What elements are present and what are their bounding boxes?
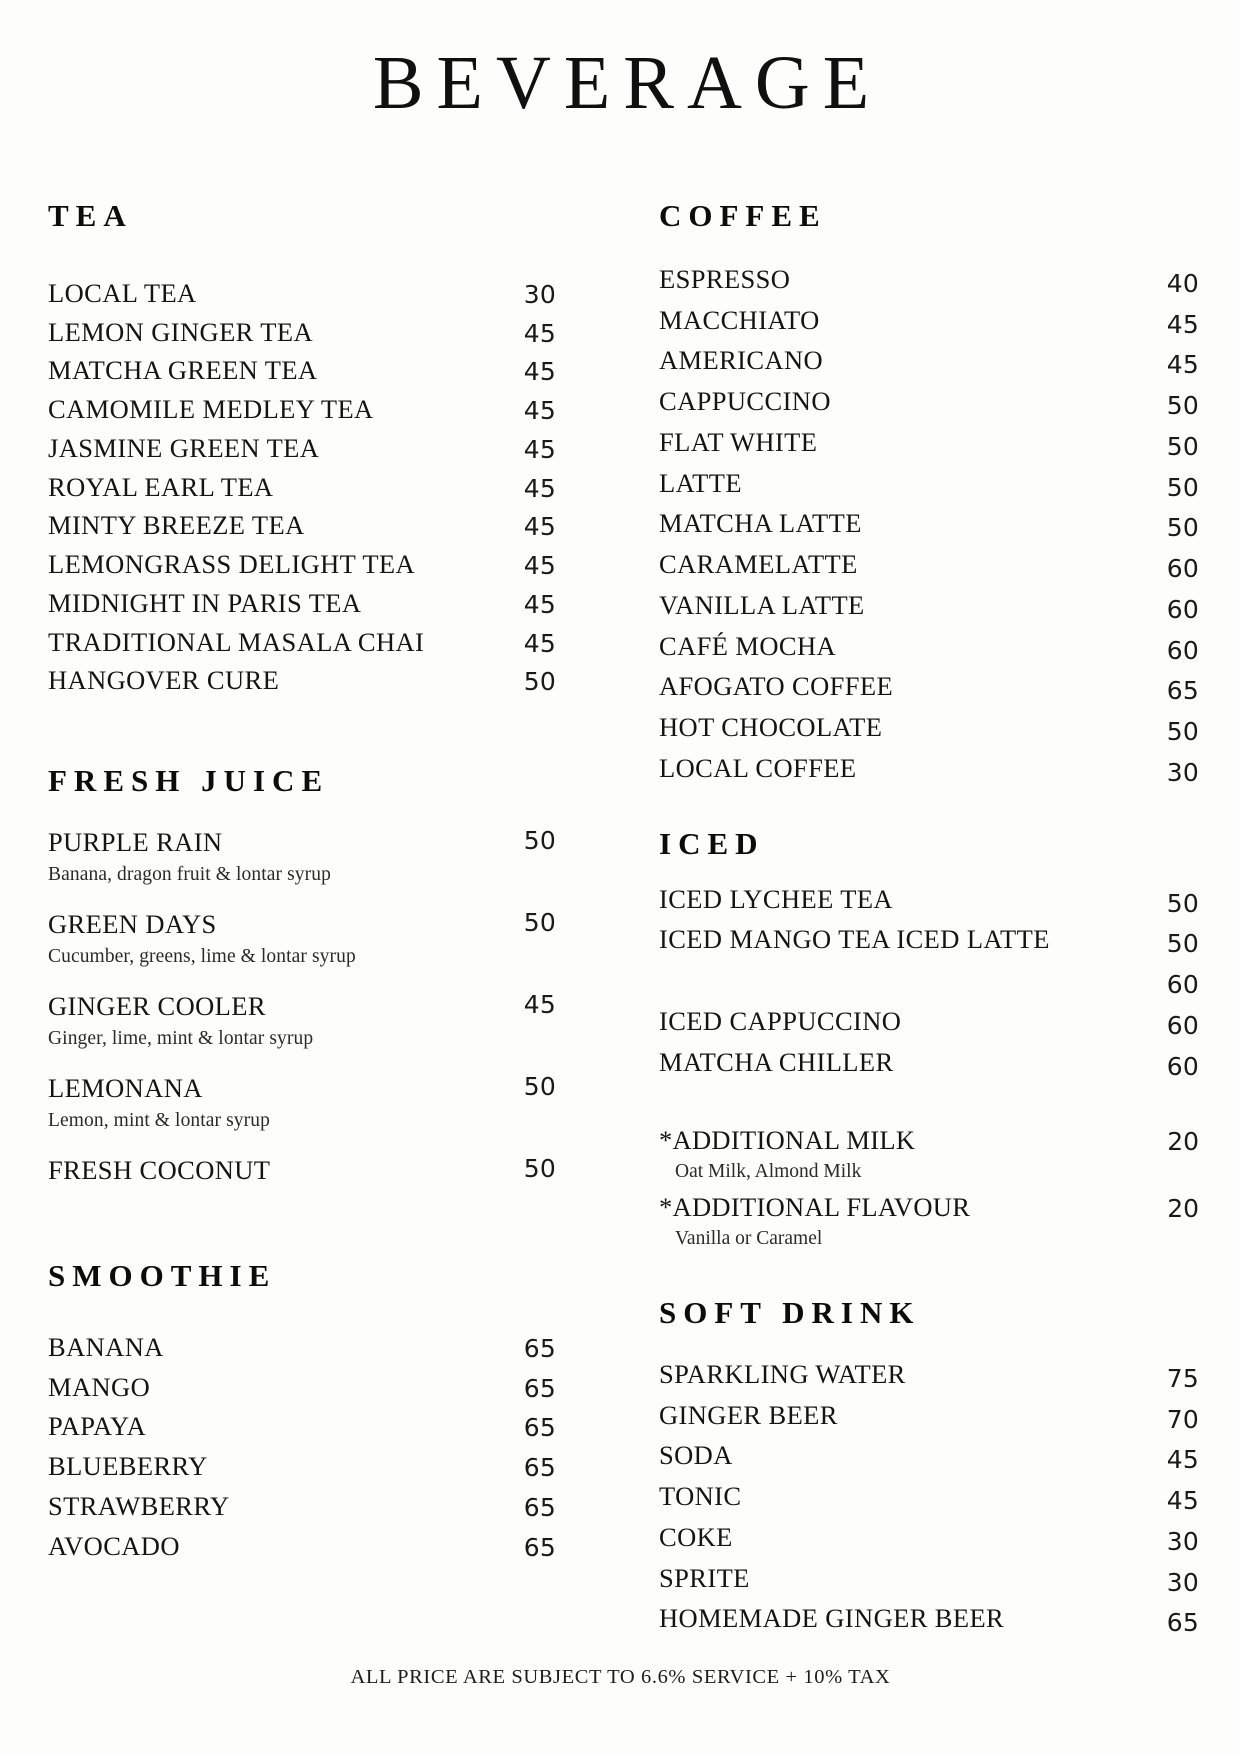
menu-columns bbox=[0, 198, 1241, 1642]
item-price: 30 bbox=[1166, 757, 1199, 787]
soft-drink-item-list bbox=[659, 1357, 1199, 1640]
list-item bbox=[659, 629, 1199, 668]
section-heading-coffee: COFFEE bbox=[659, 197, 827, 233]
item-price: 50 bbox=[1166, 391, 1199, 421]
item-name: STRAWBERRY bbox=[48, 1490, 230, 1521]
list-item bbox=[659, 922, 1199, 961]
item-price: 65 bbox=[523, 1492, 556, 1522]
item-price: 65 bbox=[523, 1413, 556, 1443]
item-name: BLUEBERRY bbox=[48, 1451, 208, 1482]
list-item bbox=[659, 963, 1199, 1002]
list-item bbox=[659, 343, 1199, 382]
list-item bbox=[48, 392, 556, 428]
list-item bbox=[48, 547, 556, 583]
item-description: Ginger, lime, mint & lontar syrup bbox=[48, 1027, 314, 1049]
item-price: 50 bbox=[523, 826, 556, 856]
item-name: CAPPUCCINO bbox=[659, 386, 831, 417]
item-price: 30 bbox=[1166, 1526, 1199, 1556]
item-name: CAMOMILE MEDLEY TEA bbox=[48, 394, 374, 425]
item-price: 65 bbox=[523, 1453, 556, 1483]
list-item bbox=[659, 1004, 1199, 1043]
item-price: 65 bbox=[523, 1532, 556, 1562]
list-item bbox=[48, 508, 556, 544]
item-name: SPARKLING WATER bbox=[659, 1358, 906, 1389]
left-column bbox=[48, 198, 556, 1569]
addon-description: Vanilla or Caramel bbox=[675, 1227, 823, 1249]
item-price: 75 bbox=[1166, 1363, 1199, 1393]
list-item bbox=[659, 710, 1199, 749]
section-heading-fresh-juice: FRESH JUICE bbox=[48, 763, 330, 799]
item-description: Banana, dragon fruit & lontar syrup bbox=[48, 863, 331, 885]
item-name: MIDNIGHT IN PARIS TEA bbox=[48, 587, 362, 618]
item-name: MATCHA GREEN TEA bbox=[48, 355, 318, 386]
item-name: HOMEMADE GINGER BEER bbox=[659, 1603, 1005, 1634]
list-item bbox=[48, 315, 556, 351]
item-price: 30 bbox=[1166, 1567, 1199, 1597]
fresh-juice-item-list bbox=[48, 825, 556, 1188]
item-price: 60 bbox=[1166, 970, 1199, 1000]
item-row bbox=[48, 907, 556, 942]
item-name: TONIC bbox=[659, 1481, 742, 1512]
item-price: 50 bbox=[523, 1072, 556, 1102]
item-row bbox=[48, 989, 556, 1024]
item-price: 60 bbox=[1166, 594, 1199, 624]
item-name: TRADITIONAL MASALA CHAI bbox=[48, 626, 425, 657]
item-description: Lemon, mint & lontar syrup bbox=[48, 1109, 270, 1131]
list-item bbox=[48, 1529, 556, 1565]
item-name: LOCAL TEA bbox=[48, 277, 197, 308]
right-column bbox=[604, 198, 1199, 1642]
list-item bbox=[48, 1489, 556, 1525]
item-price: 65 bbox=[523, 1373, 556, 1403]
list-item bbox=[48, 1370, 556, 1406]
item-price: 30 bbox=[523, 279, 556, 309]
item-price: 50 bbox=[1166, 888, 1199, 918]
item-name: JASMINE GREEN TEA bbox=[48, 432, 320, 463]
list-item bbox=[659, 1398, 1199, 1437]
item-price: 65 bbox=[523, 1333, 556, 1363]
list-item bbox=[48, 470, 556, 506]
item-name: FLAT WHITE bbox=[659, 426, 818, 457]
item-name: LEMON GINGER TEA bbox=[48, 316, 313, 347]
item-name: GINGER COOLER bbox=[48, 991, 266, 1022]
list-item bbox=[659, 303, 1199, 342]
list-item bbox=[659, 547, 1199, 586]
item-price: 60 bbox=[1166, 1051, 1199, 1081]
addon-name: *ADDITIONAL MILK bbox=[659, 1125, 916, 1156]
item-name: FRESH COCONUT bbox=[48, 1155, 271, 1186]
addon-price: 20 bbox=[1167, 1127, 1199, 1157]
list-item bbox=[659, 669, 1199, 708]
list-item bbox=[48, 1409, 556, 1445]
item-price: 45 bbox=[523, 434, 556, 464]
item-price: 50 bbox=[1166, 513, 1199, 543]
item-price: 60 bbox=[1166, 554, 1199, 584]
item-name: GINGER BEER bbox=[659, 1399, 838, 1430]
list-item bbox=[48, 825, 556, 887]
item-price: 45 bbox=[523, 628, 556, 658]
item-name: COKE bbox=[659, 1521, 733, 1552]
list-item bbox=[659, 1438, 1199, 1477]
item-name: ICED MANGO TEA ICED LATTE bbox=[659, 924, 1050, 955]
item-price: 50 bbox=[523, 1154, 556, 1184]
list-item bbox=[48, 625, 556, 661]
list-item bbox=[48, 1071, 556, 1133]
item-name: LEMONANA bbox=[48, 1073, 203, 1104]
list-item bbox=[659, 1601, 1199, 1640]
item-name: HOT CHOCOLATE bbox=[659, 712, 883, 743]
item-price: 60 bbox=[1166, 635, 1199, 665]
item-name: ROYAL EARL TEA bbox=[48, 471, 274, 502]
item-name: AFOGATO COFFEE bbox=[659, 671, 894, 702]
price-disclaimer: ALL PRICE ARE SUBJECT TO 6.6% SERVICE + 10% TAX bbox=[350, 1666, 891, 1688]
list-item bbox=[659, 1045, 1199, 1084]
item-name: LATTE bbox=[659, 467, 742, 498]
iced-item-list bbox=[659, 882, 1199, 1084]
item-price: 45 bbox=[523, 551, 556, 581]
iced-addons bbox=[659, 1123, 1199, 1251]
item-name: VANILLA LATTE bbox=[659, 589, 865, 620]
item-name: HANGOVER CURE bbox=[48, 665, 280, 696]
addon-price: 20 bbox=[1167, 1194, 1199, 1224]
list-item bbox=[48, 1449, 556, 1485]
list-item bbox=[659, 425, 1199, 464]
section-heading-iced: ICED bbox=[659, 825, 765, 861]
item-name: CAFÉ MOCHA bbox=[659, 630, 837, 661]
item-name: LOCAL COFFEE bbox=[659, 752, 857, 783]
item-name: AVOCADO bbox=[48, 1530, 180, 1561]
item-name: CARAMELATTE bbox=[659, 549, 858, 580]
item-description: Cucumber, greens, lime & lontar syrup bbox=[48, 945, 356, 967]
item-name: MANGO bbox=[48, 1371, 151, 1402]
item-name: MATCHA CHILLER bbox=[659, 1046, 894, 1077]
item-price: 45 bbox=[523, 473, 556, 503]
list-item bbox=[48, 431, 556, 467]
addon-name: *ADDITIONAL FLAVOUR bbox=[659, 1192, 971, 1223]
addon-description: Oat Milk, Almond Milk bbox=[675, 1160, 862, 1182]
item-row bbox=[48, 1071, 556, 1106]
page-title: BEVERAGE bbox=[372, 41, 883, 125]
item-name: PURPLE RAIN bbox=[48, 827, 223, 858]
item-name: BANANA bbox=[48, 1331, 164, 1362]
list-item bbox=[659, 751, 1199, 790]
list-item bbox=[659, 1357, 1199, 1396]
item-price: 45 bbox=[523, 990, 556, 1020]
item-name: LEMONGRASS DELIGHT TEA bbox=[48, 549, 416, 580]
item-price: 40 bbox=[1166, 268, 1199, 298]
item-price: 45 bbox=[523, 396, 556, 426]
tea-item-list bbox=[48, 276, 556, 699]
item-price: 50 bbox=[1166, 472, 1199, 502]
item-name: SPRITE bbox=[659, 1562, 750, 1593]
list-item bbox=[659, 1561, 1199, 1600]
item-price: 45 bbox=[523, 589, 556, 619]
item-price: 45 bbox=[523, 357, 556, 387]
item-name: MACCHIATO bbox=[659, 304, 820, 335]
item-row bbox=[48, 1153, 556, 1188]
item-name: PAPAYA bbox=[48, 1411, 147, 1442]
item-price: 45 bbox=[1166, 350, 1199, 380]
section-heading-smoothie: SMOOTHIE bbox=[48, 1257, 277, 1293]
item-name: AMERICANO bbox=[659, 345, 824, 376]
list-item bbox=[48, 1153, 556, 1188]
list-item bbox=[659, 262, 1199, 301]
addon-item bbox=[659, 1123, 1199, 1184]
item-price: 50 bbox=[523, 908, 556, 938]
item-price: 45 bbox=[1166, 1445, 1199, 1475]
item-price: 50 bbox=[523, 667, 556, 697]
list-item bbox=[48, 1330, 556, 1366]
item-name: MATCHA LATTE bbox=[659, 508, 862, 539]
list-item bbox=[659, 588, 1199, 627]
item-row bbox=[48, 825, 556, 860]
item-price: 50 bbox=[1166, 717, 1199, 747]
list-item bbox=[48, 989, 556, 1051]
item-price: 45 bbox=[1166, 1486, 1199, 1516]
item-name: ESPRESSO bbox=[659, 263, 791, 294]
item-price: 70 bbox=[1166, 1404, 1199, 1434]
item-price: 50 bbox=[1166, 431, 1199, 461]
item-price: 45 bbox=[1166, 309, 1199, 339]
list-item bbox=[659, 506, 1199, 545]
addon-item bbox=[659, 1190, 1199, 1251]
addon-row bbox=[659, 1190, 1199, 1224]
item-price: 65 bbox=[1166, 1608, 1199, 1638]
item-price: 45 bbox=[523, 512, 556, 542]
list-item bbox=[48, 663, 556, 699]
item-price: 65 bbox=[1166, 676, 1199, 706]
item-price: 50 bbox=[1166, 929, 1199, 959]
list-item bbox=[48, 907, 556, 969]
item-name: GREEN DAYS bbox=[48, 909, 217, 940]
addon-row bbox=[659, 1123, 1199, 1157]
list-item bbox=[48, 353, 556, 389]
smoothie-item-list bbox=[48, 1330, 556, 1565]
list-item bbox=[48, 586, 556, 622]
list-item bbox=[48, 276, 556, 312]
section-heading-soft-drink: SOFT DRINK bbox=[659, 1294, 921, 1330]
item-name: ICED CAPPUCCINO bbox=[659, 1005, 902, 1036]
item-name: ICED LYCHEE TEA bbox=[659, 883, 893, 914]
list-item bbox=[659, 466, 1199, 505]
list-item bbox=[659, 384, 1199, 423]
coffee-item-list bbox=[659, 262, 1199, 790]
list-item bbox=[659, 1479, 1199, 1518]
item-price: 45 bbox=[523, 318, 556, 348]
item-price: 60 bbox=[1166, 1010, 1199, 1040]
list-item bbox=[659, 1520, 1199, 1559]
section-heading-tea: TEA bbox=[48, 197, 133, 233]
list-item bbox=[659, 882, 1199, 921]
item-name: SODA bbox=[659, 1440, 733, 1471]
item-name: MINTY BREEZE TEA bbox=[48, 510, 305, 541]
